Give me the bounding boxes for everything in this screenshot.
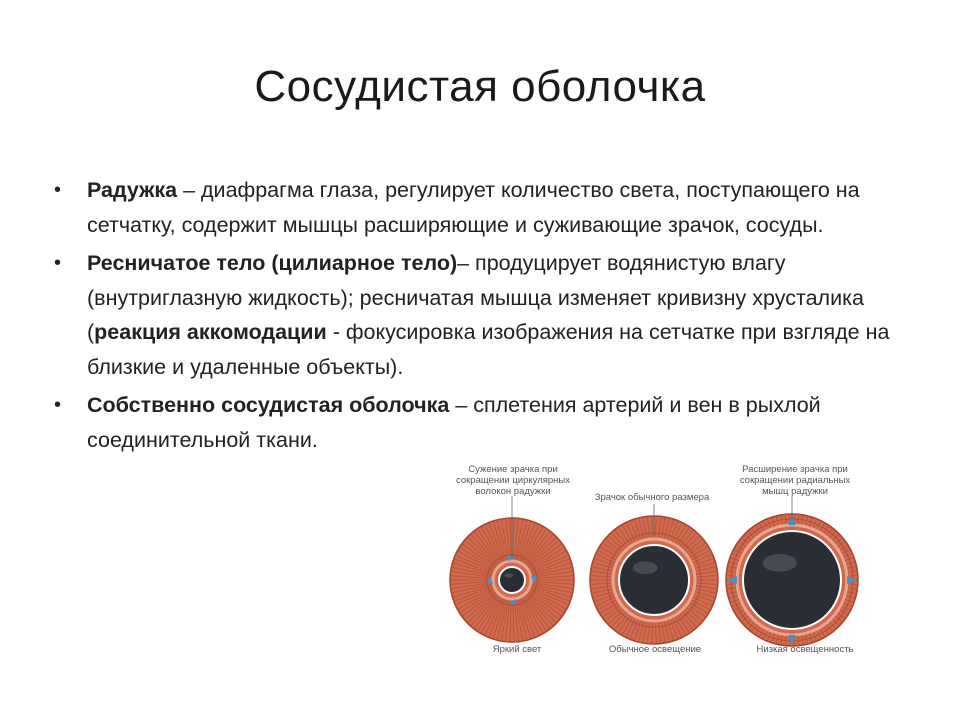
- bullet-list: [52, 173, 912, 457]
- pupil-highlight: [504, 573, 513, 578]
- bullet-dot-icon: •: [54, 252, 62, 274]
- term-iris: Радужка: [87, 178, 178, 202]
- caption-top-constriction: Сужение зрачка при сокращении циркулярных волокон радужки: [456, 464, 570, 497]
- desc-iris: – диафрагма глаза, регулирует количество света, поступающего на сетчатку, содержит мышцы расширяющие и суживающие зрачок, сосуды.: [87, 178, 860, 237]
- slide-title: Сосудистая оболочка: [254, 62, 706, 111]
- term-choroid: Собственно сосудистая оболочка: [87, 393, 450, 417]
- caption-top-normal: Зрачок обычного размера: [594, 492, 710, 503]
- bullet-item-ciliary-body: [52, 246, 912, 384]
- caption-bottom-bright: Яркий свет: [492, 644, 542, 655]
- term-accommodation: реакция аккомодации: [94, 320, 327, 344]
- desc-ciliary-body-part2: - фокусировка изображения на сетчатке при взгляде на близкие и удаленные объекты).: [87, 320, 890, 379]
- caption-bottom-normal: Обычное освещение: [608, 644, 702, 655]
- caption-top-dilation: Расширение зрачка при сокращении радиальных мышц радужки: [739, 464, 851, 497]
- pupil-figure: [440, 458, 880, 658]
- bullet-dot-icon: •: [54, 394, 62, 416]
- desc-ciliary-body-part1: – продуцирует водянистую влагу (внутриглазную жидкость); ресничатая мышца изменяет кривизну хрусталика (: [87, 251, 864, 344]
- bullet-item-choroid: [52, 388, 912, 457]
- pupil-highlight: [763, 554, 797, 572]
- pupil: [499, 567, 525, 593]
- bullet-item-iris: [52, 173, 912, 242]
- caption-bottom-dim: Низкая освещенность: [756, 644, 854, 655]
- pupil: [743, 531, 841, 629]
- desc-choroid: – сплетения артерий и вен в рыхлой соединительной ткани.: [87, 393, 821, 452]
- bullet-dot-icon: •: [54, 179, 62, 201]
- pupil: [619, 545, 689, 615]
- term-ciliary-body: Ресничатое тело (цилиарное тело): [87, 251, 458, 275]
- pupil-highlight: [633, 561, 658, 574]
- iris-diagram: [440, 458, 880, 658]
